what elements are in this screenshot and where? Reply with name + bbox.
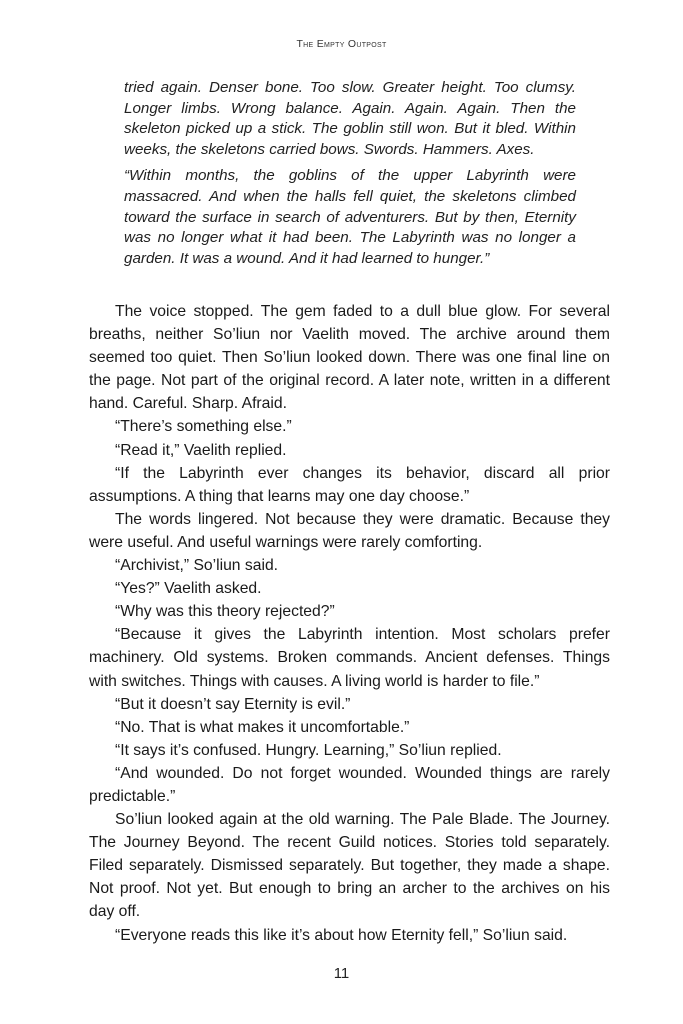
body-paragraph: “But it doesn’t say Eternity is evil.” bbox=[115, 695, 351, 713]
body-paragraph: The voice stopped. The gem faded to a dull blue glow. For several breaths, neither So’liun nor Vaelith moved. The archive around them seemed too quiet. Then So’liun looked down. There was one final line on the page. Not part of the original record. A later note, written in a different hand. Careful. Sharp. Afraid. bbox=[89, 303, 610, 413]
body-paragraph: The words lingered. Not because they were dramatic. Because they were useful. And useful warnings were rarely comforting. bbox=[89, 510, 610, 551]
body-paragraph: “If the Labyrinth ever changes its behavior, discard all prior assumptions. A thing that learns may one day choose.” bbox=[89, 464, 610, 505]
body-paragraph: “And wounded. Do not forget wounded. Wounded things are rarely predictable.” bbox=[89, 764, 610, 805]
block-quote bbox=[124, 78, 576, 269]
running-head: The Empty Outpost bbox=[296, 38, 387, 50]
body-paragraph: “Archivist,” So’liun said. bbox=[115, 557, 279, 575]
body-text bbox=[89, 300, 610, 947]
quote-paragraph: “Within months, the goblins of the upper Labyrinth were massacred. And when the halls fell quiet, the skeletons climbed toward the surface in search of adventurers. But by then, Eternity was no longer what it had been. The Labyrinth was no longer a garden. It was a wound. And it had learned to hunger.” bbox=[124, 167, 576, 267]
body-paragraph: “Everyone reads this like it’s about how Eternity fell,” So’liun said. bbox=[115, 926, 568, 944]
body-paragraph: “There’s something else.” bbox=[115, 418, 292, 436]
body-paragraph: “Why was this theory rejected?” bbox=[115, 603, 335, 621]
body-paragraph: “No. That is what makes it uncomfortable.” bbox=[115, 718, 410, 736]
body-paragraph: So’liun looked again at the old warning. The Pale Blade. The Journey. The Journey Beyond. The recent Guild notices. Stories told separately. Filed separately. Dismissed separately. But together, they made a shape. Not proof. Not yet. But enough to bring an archer to the archives on his day off. bbox=[89, 811, 610, 921]
body-paragraph: “Read it,” Vaelith replied. bbox=[115, 441, 287, 459]
body-paragraph: “It says it’s confused. Hungry. Learning,” So’liun replied. bbox=[115, 741, 502, 759]
page-number: 11 bbox=[333, 965, 350, 982]
quote-paragraph: tried again. Denser bone. Too slow. Greater height. Too clumsy. Longer limbs. Wrong balance. Again. Again. Again. Then the skeleton picked up a stick. The goblin still won. But it bled. Within weeks, the skeletons carried bows. Swords. Hammers. Axes. bbox=[124, 79, 576, 158]
body-paragraph: “Because it gives the Labyrinth intention. Most scholars prefer machinery. Old systems. Broken commands. Ancient defenses. Things with switches. Things with causes. A living world is harder to file.” bbox=[89, 626, 610, 690]
body-paragraph: “Yes?” Vaelith asked. bbox=[115, 580, 262, 598]
